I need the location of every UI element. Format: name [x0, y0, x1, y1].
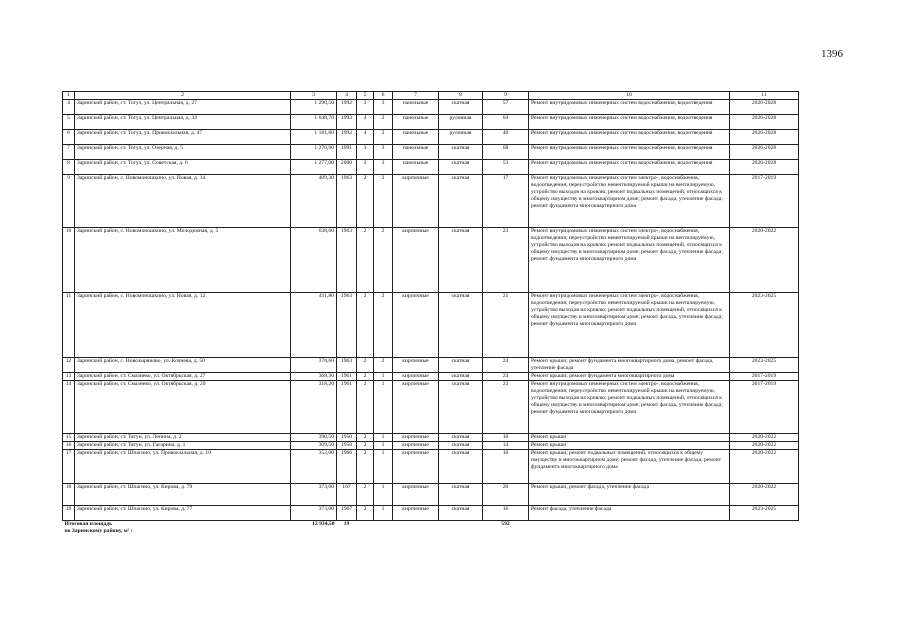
roof-type-cell: скатная [439, 434, 483, 442]
total-residents: 592 [501, 521, 510, 527]
period-cell: 2020-2022 [730, 442, 799, 450]
roof-type-cell: скатная [439, 450, 483, 484]
floors-cell: 2 [357, 373, 374, 381]
walls-material-cell: панельные [393, 100, 439, 115]
period-cell: 2020-2022 [730, 450, 799, 484]
entrances-cell: 1 [374, 450, 393, 484]
address-cell: Заринский район, с. Новомоношкино, ул. Новая, д. 12 [75, 293, 291, 358]
roof-type-cell: рулонная [439, 130, 483, 145]
walls-material-cell: кирпичные [393, 228, 439, 293]
year-cell: 1991 [337, 145, 357, 160]
table-row [63, 450, 799, 484]
page-number: 1396 [821, 48, 843, 60]
period-cell: 2020-2022 [730, 434, 799, 442]
header-cell: 5 [357, 92, 374, 100]
roof-type-cell: скатная [439, 228, 483, 293]
entrances-cell: 1 [374, 506, 393, 521]
total-label-line1: Итоговая площадь [64, 521, 113, 527]
work-type-cell: Ремонт крыши, ремонт фасада, утепление фасада [529, 484, 730, 506]
header-cell: 9 [483, 92, 529, 100]
year-cell: 1950 [337, 434, 357, 442]
area-cell: 309,50 [291, 442, 337, 450]
table-row [63, 115, 799, 130]
row-number-cell: 9 [63, 175, 75, 228]
work-type-cell: Ремонт крыши; ремонт фундамента многоквартирного дома, ремонт фасада, утепление фасада [529, 358, 730, 373]
entrances-cell: 2 [374, 115, 393, 130]
period-cell: 2020-2022 [730, 484, 799, 506]
residents-cell: 23 [483, 228, 529, 293]
residents-cell: 40 [483, 130, 529, 145]
period-cell: 2026-2028 [730, 115, 799, 130]
row-number-cell: 12 [63, 358, 75, 373]
floors-cell: 2 [357, 358, 374, 373]
header-cell: 1 [63, 92, 75, 100]
area-cell: 1 181,80 [291, 130, 337, 145]
table-row [63, 145, 799, 160]
entrances-cell: 1 [374, 434, 393, 442]
row-number-cell: 8 [63, 160, 75, 175]
walls-material-cell: панельные [393, 145, 439, 160]
residents-cell: 20 [483, 484, 529, 506]
address-cell: Заринский район, ст. Тогул, ул. Привокзальная, д. 47 [75, 130, 291, 145]
header-cell: 2 [75, 92, 291, 100]
work-type-cell: Ремонт внутридомовых инженерных систем электро-, водоснабжения, водоотведения; переустройство невентилируемой крыши на вентилируемую, устройство выходов на кровлю; ремонт подвальных помещений, относящихся к общему имуществу в многоквартирном доме; ремонт фасада, утепление фасада; ремонт фундамента многоквартирного дома [529, 175, 730, 228]
row-number-cell: 6 [63, 130, 75, 145]
area-cell: 1 648,70 [291, 115, 337, 130]
table-row [63, 358, 799, 373]
entrances-cell: 2 [374, 293, 393, 358]
area-cell: 318,20 [291, 381, 337, 434]
address-cell: Заринский район, ст. Смазнево, ул. Октябрьская, д. 29 [75, 381, 291, 434]
area-cell: 1 277,00 [291, 160, 337, 175]
table-row [63, 100, 799, 115]
work-type-cell: Ремонт внутридомовых инженерных систем электро-, водоснабжения, водоотведения; переустройство невентилируемой крыши на вентилируемую, устройство выходов на кровлю; ремонт подвальных помещений, относящихся к общему имуществу в многоквартирном доме; ремонт фасада, утепление фасада; ремонт фундамента многоквартирного дома [529, 293, 730, 358]
residents-cell: 16 [483, 506, 529, 521]
walls-material-cell: панельные [393, 160, 439, 175]
walls-material-cell: кирпичные [393, 434, 439, 442]
floors-cell: 4 [357, 115, 374, 130]
row-number-cell: 19 [63, 506, 75, 521]
area-cell: 1 290,50 [291, 100, 337, 115]
table-row [63, 175, 799, 228]
area-cell: 373,00 [291, 484, 337, 506]
entrances-cell: 3 [374, 160, 393, 175]
floors-cell: 2 [357, 228, 374, 293]
address-cell: Заринский район, ст. Смазнево, ул. Октябрьская, д. 27 [75, 373, 291, 381]
total-label [63, 521, 291, 536]
walls-material-cell: кирпичные [393, 175, 439, 228]
entrances-cell: 1 [374, 373, 393, 381]
residents-cell: 57 [483, 100, 529, 115]
residents-cell: 17 [483, 175, 529, 228]
period-cell: 2026-2028 [730, 130, 799, 145]
year-cell: 1993 [337, 115, 357, 130]
roof-type-cell: скатная [439, 160, 483, 175]
header-cell: 3 [291, 92, 337, 100]
header-cell: 4 [337, 92, 357, 100]
period-cell: 2017-2019 [730, 373, 799, 381]
walls-material-cell: кирпичные [393, 358, 439, 373]
entrances-cell: 3 [374, 100, 393, 115]
residents-cell: 23 [483, 381, 529, 434]
walls-material-cell: кирпичные [393, 381, 439, 434]
walls-material-cell: кирпичные [393, 484, 439, 506]
period-cell: 2026-2028 [730, 160, 799, 175]
year-cell: 1963 [337, 175, 357, 228]
row-number-cell: 7 [63, 145, 75, 160]
area-cell: 352,00 [291, 450, 337, 484]
work-type-cell: Ремонт внутридомовых инженерных систем водоснабжения, водоотведения [529, 145, 730, 160]
row-number-cell: 5 [63, 115, 75, 130]
area-cell: 409,30 [291, 175, 337, 228]
header-cell: 10 [529, 92, 730, 100]
work-type-cell: Ремонт внутридомовых инженерных систем электро-, водоснабжения, водоотведения; переустройство невентилируемой крыши на вентилируемую, устройство выходов на кровлю; ремонт подвальных помещений, относящихся к общему имуществу в многоквартирном доме; ремонт фасада, утепление фасада; ремонт фундамента многоквартирного дома [529, 381, 730, 434]
address-cell: Заринский район, с. Новомоношкино, ул. Молодежная, д. 5 [75, 228, 291, 293]
year-cell: 1958 [337, 442, 357, 450]
address-cell: Заринский район, ст. Шпагино, ул. Кирова, д. 79 [75, 484, 291, 506]
work-type-cell: Ремонт крыши, ремонт подвальных помещений, относящихся к общему имуществу в многоквартирном доме; ремонт фасада, утепление фасада; ремонт фундамента многоквартирного дома [529, 450, 730, 484]
address-cell: Заринский район, ст. Тогул, ул. Центральная, д. 34 [75, 115, 291, 130]
row-number-cell: 4 [63, 100, 75, 115]
work-type-cell: Ремонт крыши; ремонт фундамента многоквартирного дома [529, 373, 730, 381]
entrances-cell: 2 [374, 175, 393, 228]
floors-cell: 2 [357, 442, 374, 450]
floors-cell: 3 [357, 100, 374, 115]
walls-material-cell: кирпичные [393, 373, 439, 381]
roof-type-cell: скатная [439, 145, 483, 160]
entrances-cell: 2 [374, 228, 393, 293]
entrances-cell: 2 [374, 130, 393, 145]
residents-cell: 14 [483, 442, 529, 450]
year-cell: 1992 [337, 130, 357, 145]
roof-type-cell: скатная [439, 484, 483, 506]
area-cell: 1 276,90 [291, 145, 337, 160]
row-number-cell: 11 [63, 293, 75, 358]
residents-cell: 10 [483, 434, 529, 442]
work-type-cell: Ремонт фасада, утепление фасада [529, 506, 730, 521]
entrances-cell: 1 [374, 484, 393, 506]
row-number-cell: 15 [63, 434, 75, 442]
period-cell: 2023-2025 [730, 506, 799, 521]
walls-material-cell: кирпичные [393, 506, 439, 521]
total-floors: 19 [343, 521, 350, 527]
total-row [63, 521, 799, 536]
header-row [63, 92, 799, 100]
residents-cell: 53 [483, 160, 529, 175]
year-cell: 1967 [337, 506, 357, 521]
address-cell: Заринский район, ст. Шпагино, ул. Кирова, д. 77 [75, 506, 291, 521]
header-cell: 7 [393, 92, 439, 100]
period-cell: 2017-2019 [730, 175, 799, 228]
walls-material-cell: панельные [393, 130, 439, 145]
row-number-cell: 14 [63, 381, 75, 434]
roof-type-cell: скатная [439, 358, 483, 373]
floors-cell: 4 [357, 130, 374, 145]
address-cell: Заринский район, ст. Шпагино, ул. Привокзальная, д. 10 [75, 450, 291, 484]
row-number-cell: 17 [63, 450, 75, 484]
address-cell: Заринский район, ст. Тягун, ул. Гагарина, д. 1 [75, 442, 291, 450]
header-cell: 8 [439, 92, 483, 100]
work-type-cell: Ремонт крыши [529, 442, 730, 450]
residents-cell: 21 [483, 293, 529, 358]
work-type-cell: Ремонт внутридомовых инженерных систем водоснабжения, водоотведения [529, 130, 730, 145]
year-cell: 1963 [337, 293, 357, 358]
address-cell: Заринский район, ст. Тогул, ул. Центральная, д. 27 [75, 100, 291, 115]
table-row [63, 130, 799, 145]
address-cell: Заринский район, ст. Тягун, ул. Ленина, д. 2 [75, 434, 291, 442]
year-cell: 1963 [337, 358, 357, 373]
period-cell: 2026-2028 [730, 100, 799, 115]
table-row [63, 484, 799, 506]
address-cell: Заринский район, ст. Тогул, ул. Советская, д. 6 [75, 160, 291, 175]
table-row [63, 381, 799, 434]
address-cell: Заринский район, ст. Тогул, ул. Озерная, д. 5 [75, 145, 291, 160]
floors-cell: 2 [357, 506, 374, 521]
entrances-cell: 1 [374, 442, 393, 450]
year-cell: 1992 [337, 100, 357, 115]
year-cell: 1963 [337, 228, 357, 293]
header-cell: 6 [374, 92, 393, 100]
roof-type-cell: рулонная [439, 115, 483, 130]
roof-type-cell: скатная [439, 373, 483, 381]
table-row [63, 293, 799, 358]
period-cell: 2017-2019 [730, 381, 799, 434]
work-type-cell: Ремонт внутридомовых инженерных систем водоснабжения, водоотведения [529, 100, 730, 115]
table-row [63, 160, 799, 175]
roof-type-cell: скатная [439, 175, 483, 228]
housing-register-table [62, 91, 799, 535]
walls-material-cell: панельные [393, 115, 439, 130]
residents-cell: 24 [483, 373, 529, 381]
area-cell: 378,60 [291, 358, 337, 373]
year-cell: 1966 [337, 450, 357, 484]
roof-type-cell: скатная [439, 381, 483, 434]
address-cell: Заринский район, с. Новозыряново, ул. Кочнева, д. 50 [75, 358, 291, 373]
walls-material-cell: кирпичные [393, 442, 439, 450]
floors-cell: 3 [357, 145, 374, 160]
total-label-line2: по Заринскому району, м² : [64, 528, 133, 534]
year-cell: 1961 [337, 373, 357, 381]
floors-cell: 2 [357, 293, 374, 358]
work-type-cell: Ремонт внутридомовых инженерных систем водоснабжения, водоотведения [529, 160, 730, 175]
area-cell: 368,30 [291, 373, 337, 381]
row-number-cell: 16 [63, 442, 75, 450]
work-type-cell: Ремонт внутридомовых инженерных систем электро-, водоснабжения, водоотведения; переустройство невентилируемой крыши на вентилируемую, устройство выходов на кровлю; ремонт подвальных помещений, относящихся к общему имуществу в многоквартирном доме; ремонт фасада, утепление фасада; ремонт фундамента многоквартирного дома [529, 228, 730, 293]
floors-cell: 2 [357, 175, 374, 228]
year-cell: 2000 [337, 160, 357, 175]
roof-type-cell: скатная [439, 293, 483, 358]
address-cell: Заринский район, с. Новомоношкино, ул. Новая, д. 14 [75, 175, 291, 228]
walls-material-cell: кирпичные [393, 450, 439, 484]
header-cell: 11 [730, 92, 799, 100]
table-row [63, 434, 799, 442]
period-cell: 2023-2025 [730, 358, 799, 373]
residents-cell: 24 [483, 358, 529, 373]
period-cell: 2026-2028 [730, 145, 799, 160]
table-row [63, 373, 799, 381]
floors-cell: 3 [357, 160, 374, 175]
floors-cell: 2 [357, 434, 374, 442]
area-cell: 390,50 [291, 434, 337, 442]
period-cell: 2020-2022 [730, 228, 799, 293]
roof-type-cell: скатная [439, 442, 483, 450]
roof-type-cell: скатная [439, 100, 483, 115]
area-cell: 411,80 [291, 293, 337, 358]
area-cell: 638,60 [291, 228, 337, 293]
residents-cell: 64 [483, 115, 529, 130]
area-cell: 373,00 [291, 506, 337, 521]
row-number-cell: 18 [63, 484, 75, 506]
walls-material-cell: кирпичные [393, 293, 439, 358]
table-row [63, 506, 799, 521]
entrances-cell: 2 [374, 358, 393, 373]
floors-cell: 2 [357, 381, 374, 434]
roof-type-cell: скатная [439, 506, 483, 521]
table-row [63, 228, 799, 293]
residents-cell: 10 [483, 450, 529, 484]
year-cell: 1961 [337, 381, 357, 434]
floors-cell: 2 [357, 450, 374, 484]
total-area: 12 934,50 [312, 521, 335, 527]
work-type-cell: Ремонт крыши [529, 434, 730, 442]
work-type-cell: Ремонт внутридомовых инженерных систем водоснабжения, водоотведения [529, 115, 730, 130]
row-number-cell: 13 [63, 373, 75, 381]
floors-cell: 2 [357, 484, 374, 506]
year-cell: 167 [337, 484, 357, 506]
residents-cell: 68 [483, 145, 529, 160]
entrances-cell: 1 [374, 381, 393, 434]
entrances-cell: 3 [374, 145, 393, 160]
period-cell: 2023-2025 [730, 293, 799, 358]
table-row [63, 442, 799, 450]
row-number-cell: 10 [63, 228, 75, 293]
